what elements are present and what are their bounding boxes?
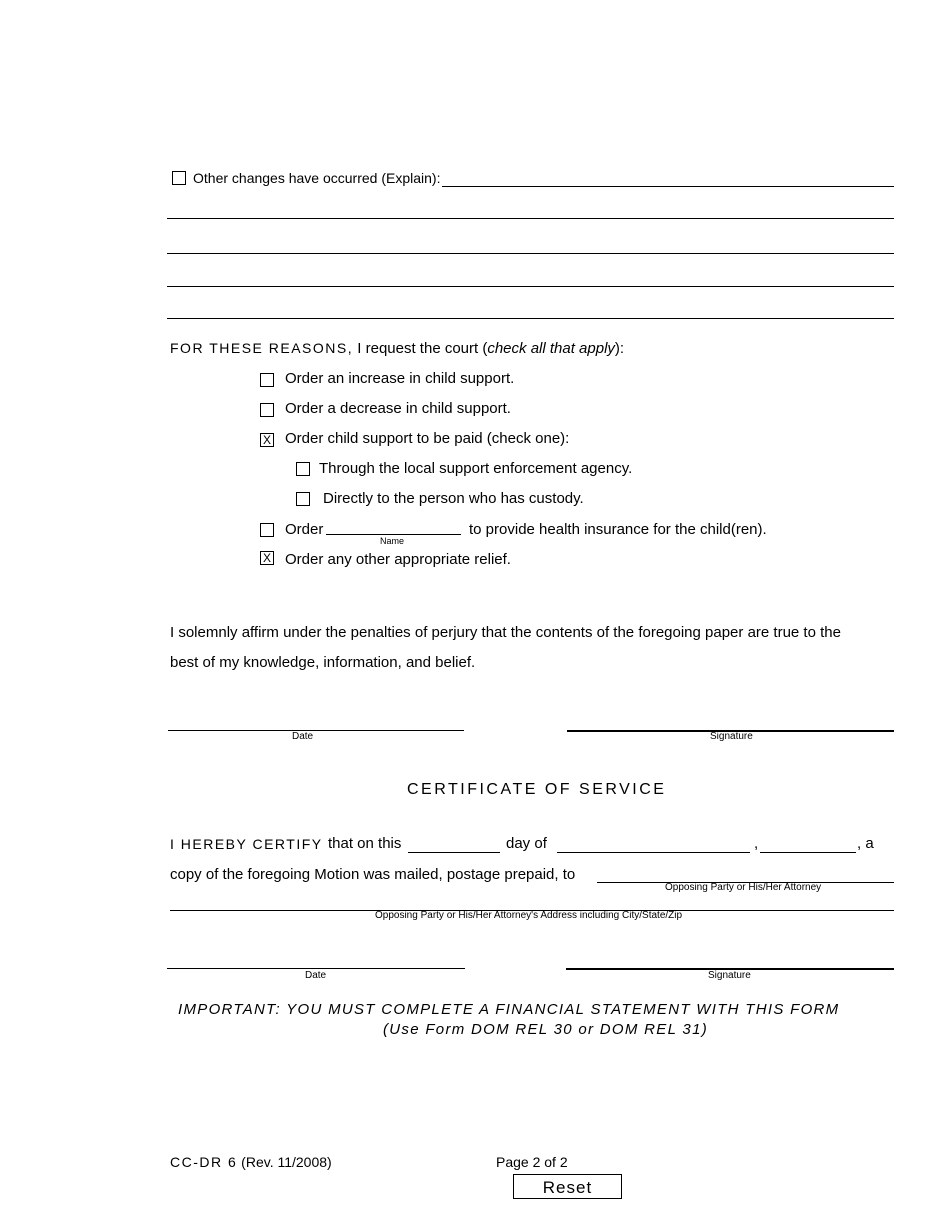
cert-signature-caption: Signature <box>708 970 751 981</box>
explain-line-1[interactable] <box>442 186 894 187</box>
explain-line-5[interactable] <box>167 318 894 319</box>
direct-label: Directly to the person who has custody. <box>323 490 584 507</box>
other-relief-checkbox[interactable]: X <box>260 551 274 565</box>
insurance-prefix: Order <box>285 521 324 538</box>
copy-mailed-text: copy of the foregoing Motion was mailed, postage prepaid, to <box>170 866 576 883</box>
agency-checkbox[interactable] <box>296 462 310 476</box>
affirm-date-field[interactable] <box>168 730 464 731</box>
form-id: CC-DR 6 (Rev. 11/2008) <box>170 1154 332 1170</box>
that-on-text: that on this <box>328 835 402 852</box>
other-relief-label: Order any other appropriate relief. <box>285 551 511 568</box>
important-line-1: IMPORTANT: YOU MUST COMPLETE A FINANCIAL STATEMENT WITH THIS FORM <box>178 1001 840 1018</box>
address-caption: Opposing Party or His/Her Attorney's Address including City/State/Zip <box>375 910 683 921</box>
decrease-checkbox[interactable] <box>260 403 274 417</box>
increase-label: Order an increase in child support. <box>285 370 515 387</box>
explain-line-2[interactable] <box>167 218 894 219</box>
reset-button[interactable]: Reset <box>513 1174 622 1199</box>
other-changes-label: Other changes have occurred (Explain): <box>193 170 441 186</box>
explain-line-3[interactable] <box>167 253 894 254</box>
insurance-name-caption: Name <box>380 536 405 546</box>
agency-label: Through the local support enforcement agency. <box>319 460 633 477</box>
day-of-text: day of <box>506 835 547 852</box>
comma-text: , <box>754 835 759 852</box>
certificate-title: CERTIFICATE OF SERVICE <box>407 781 667 798</box>
paid-checkbox[interactable]: X <box>260 433 274 447</box>
insurance-suffix: to provide health insurance for the child(ren). <box>469 521 767 538</box>
insurance-name-field[interactable] <box>326 534 461 535</box>
month-field[interactable] <box>557 852 750 853</box>
reasons-heading: FOR THESE REASONS, I request the court (check all that apply): <box>170 340 625 357</box>
page-number: Page 2 of 2 <box>496 1154 568 1170</box>
paid-label: Order child support to be paid (check one): <box>285 430 570 447</box>
insurance-checkbox[interactable] <box>260 523 274 537</box>
other-changes-checkbox[interactable] <box>172 171 186 185</box>
cert-date-field[interactable] <box>167 968 465 969</box>
affirmation-line-1: I solemnly affirm under the penalties of perjury that the contents of the foregoing paper are true to the <box>170 624 841 641</box>
hereby-certify: I HEREBY CERTIFY <box>170 836 323 852</box>
comma-a-text: , a <box>857 835 874 852</box>
day-field[interactable] <box>408 852 500 853</box>
increase-checkbox[interactable] <box>260 373 274 387</box>
affirmation-line-2: best of my knowledge, information, and belief. <box>170 654 476 671</box>
affirm-date-caption: Date <box>292 731 314 742</box>
year-field[interactable] <box>760 852 856 853</box>
opposing-party-caption: Opposing Party or His/Her Attorney <box>665 882 822 893</box>
decrease-label: Order a decrease in child support. <box>285 400 511 417</box>
explain-line-4[interactable] <box>167 286 894 287</box>
important-line-2: (Use Form DOM REL 30 or DOM REL 31) <box>383 1021 709 1038</box>
direct-checkbox[interactable] <box>296 492 310 506</box>
cert-date-caption: Date <box>305 970 327 981</box>
affirm-signature-caption: Signature <box>710 731 753 742</box>
